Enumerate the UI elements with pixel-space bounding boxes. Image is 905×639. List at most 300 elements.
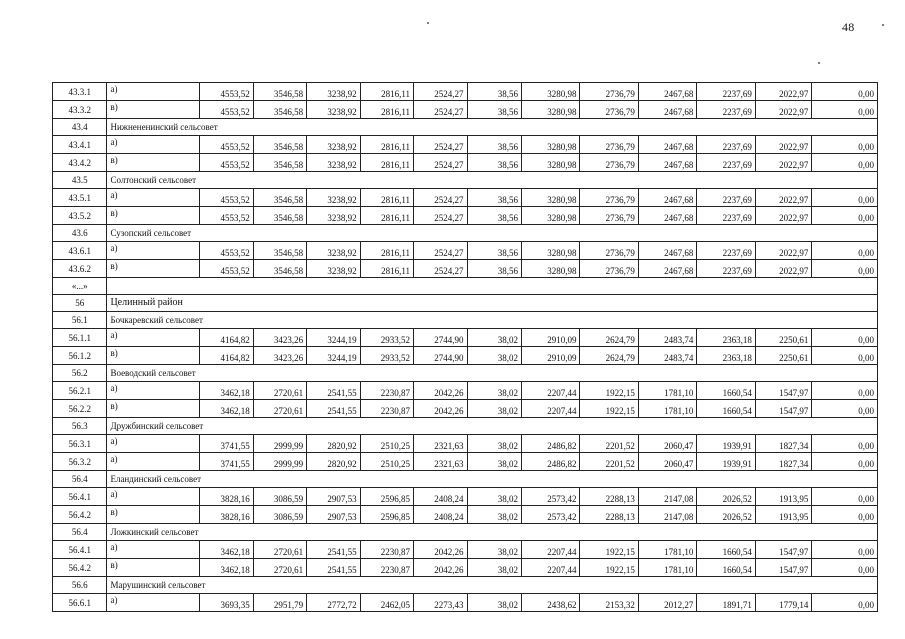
- section-name: Марушинский сельсовет: [107, 577, 878, 594]
- value-cell: 2273,43: [414, 594, 467, 612]
- value-cell: 2467,68: [638, 136, 696, 154]
- value-cell: 2816,11: [360, 136, 413, 154]
- value-cell: 3462,18: [200, 541, 253, 559]
- value-cell: 0,00: [812, 260, 878, 278]
- value-cell: 0,00: [812, 559, 878, 577]
- value-cell: 4553,52: [200, 260, 253, 278]
- value-cell: 2022,97: [755, 242, 811, 260]
- value-cell: 0,00: [812, 382, 878, 400]
- section-name: Еландинский сельсовет: [107, 471, 878, 488]
- value-cell: 2573,42: [521, 488, 579, 506]
- value-cell: 0,00: [812, 488, 878, 506]
- value-cell: 3462,18: [200, 382, 253, 400]
- value-cell: 4553,52: [200, 136, 253, 154]
- value-cell: 2736,79: [580, 189, 638, 207]
- value-cell: 3462,18: [200, 400, 253, 418]
- value-cell: 3238,92: [307, 83, 360, 101]
- row-label: в): [107, 260, 200, 278]
- district-name: Целинный район: [107, 295, 878, 312]
- value-cell: 2510,25: [360, 453, 413, 471]
- value-cell: 38,02: [467, 435, 521, 453]
- value-cell: 1660,54: [697, 559, 755, 577]
- section-row: [53, 471, 878, 488]
- value-cell: 2910,09: [521, 329, 579, 347]
- value-cell: 2816,11: [360, 207, 413, 225]
- value-cell: 0,00: [812, 347, 878, 365]
- table-row: [53, 559, 878, 577]
- value-cell: 2736,79: [580, 154, 638, 172]
- value-cell: 2524,27: [414, 260, 467, 278]
- value-cell: 1781,10: [638, 541, 696, 559]
- value-cell: 2363,18: [697, 347, 755, 365]
- value-cell: 3828,16: [200, 506, 253, 524]
- table-row: [53, 83, 878, 101]
- row-label: а): [107, 329, 200, 347]
- section-row: [53, 365, 878, 382]
- value-cell: 3423,26: [253, 347, 306, 365]
- value-cell: 2816,11: [360, 83, 413, 101]
- row-code: 56.3.1: [53, 435, 107, 453]
- value-cell: 0,00: [812, 594, 878, 612]
- value-cell: 3238,92: [307, 189, 360, 207]
- value-cell: 2153,32: [580, 594, 638, 612]
- value-cell: 3238,92: [307, 101, 360, 119]
- value-cell: 2147,08: [638, 506, 696, 524]
- row-code: 56.4: [53, 524, 107, 541]
- value-cell: 3280,98: [521, 154, 579, 172]
- value-cell: 38,02: [467, 488, 521, 506]
- value-cell: 0,00: [812, 329, 878, 347]
- value-cell: 0,00: [812, 154, 878, 172]
- value-cell: 2524,27: [414, 101, 467, 119]
- value-cell: 2486,82: [521, 435, 579, 453]
- value-cell: 1939,91: [697, 453, 755, 471]
- scan-dot: [818, 62, 820, 64]
- table-row: [53, 189, 878, 207]
- row-label: в): [107, 101, 200, 119]
- value-cell: 3238,92: [307, 154, 360, 172]
- value-cell: 1922,15: [580, 382, 638, 400]
- value-cell: 2207,44: [521, 559, 579, 577]
- value-cell: 3828,16: [200, 488, 253, 506]
- value-cell: 3280,98: [521, 189, 579, 207]
- value-cell: 3546,58: [253, 83, 306, 101]
- value-cell: 38,02: [467, 329, 521, 347]
- value-cell: 2467,68: [638, 154, 696, 172]
- value-cell: 38,02: [467, 506, 521, 524]
- value-cell: 4164,82: [200, 329, 253, 347]
- row-code: 43.6.2: [53, 260, 107, 278]
- row-code: 43.3.1: [53, 83, 107, 101]
- value-cell: 1922,15: [580, 541, 638, 559]
- value-cell: 2999,99: [253, 453, 306, 471]
- value-cell: 2483,74: [638, 347, 696, 365]
- value-cell: 2907,53: [307, 506, 360, 524]
- value-cell: 2026,52: [697, 506, 755, 524]
- value-cell: 2467,68: [638, 189, 696, 207]
- value-cell: 3086,59: [253, 506, 306, 524]
- page-number: 48: [842, 20, 855, 34]
- value-cell: 1547,97: [755, 400, 811, 418]
- value-cell: 38,56: [467, 189, 521, 207]
- value-cell: 2596,85: [360, 488, 413, 506]
- row-label: а): [107, 594, 200, 612]
- value-cell: 2467,68: [638, 101, 696, 119]
- value-cell: 2933,52: [360, 347, 413, 365]
- scan-dot: [882, 24, 884, 26]
- value-cell: 2910,09: [521, 347, 579, 365]
- value-cell: 38,02: [467, 541, 521, 559]
- section-row: [53, 312, 878, 329]
- value-cell: 3423,26: [253, 329, 306, 347]
- value-cell: 0,00: [812, 242, 878, 260]
- row-code: 43.4.2: [53, 154, 107, 172]
- value-cell: 3462,18: [200, 559, 253, 577]
- row-code: 56.2.1: [53, 382, 107, 400]
- value-cell: 2237,69: [697, 260, 755, 278]
- value-cell: 2022,97: [755, 101, 811, 119]
- rates-table-container: [52, 82, 878, 612]
- value-cell: 2720,61: [253, 400, 306, 418]
- value-cell: 2736,79: [580, 242, 638, 260]
- value-cell: 2720,61: [253, 382, 306, 400]
- value-cell: 2230,87: [360, 559, 413, 577]
- value-cell: 2524,27: [414, 242, 467, 260]
- value-cell: 0,00: [812, 435, 878, 453]
- section-name: Солтонский сельсовет: [107, 172, 878, 189]
- table-row: [53, 541, 878, 559]
- value-cell: 2541,55: [307, 382, 360, 400]
- value-cell: 2483,74: [638, 329, 696, 347]
- value-cell: 3693,35: [200, 594, 253, 612]
- row-label: а): [107, 83, 200, 101]
- section-name: Бочкаревский сельсовет: [107, 312, 878, 329]
- value-cell: 1827,34: [755, 453, 811, 471]
- value-cell: 38,02: [467, 453, 521, 471]
- value-cell: 1781,10: [638, 559, 696, 577]
- row-code: 56.2: [53, 365, 107, 382]
- row-label: а): [107, 189, 200, 207]
- value-cell: 1547,97: [755, 541, 811, 559]
- value-cell: 2624,79: [580, 347, 638, 365]
- value-cell: 1922,15: [580, 400, 638, 418]
- value-cell: 1547,97: [755, 382, 811, 400]
- value-cell: 2720,61: [253, 559, 306, 577]
- value-cell: 38,02: [467, 347, 521, 365]
- value-cell: 38,56: [467, 207, 521, 225]
- value-cell: 2541,55: [307, 541, 360, 559]
- row-label: а): [107, 453, 200, 471]
- value-cell: 4553,52: [200, 83, 253, 101]
- row-code: 43.5.1: [53, 189, 107, 207]
- value-cell: 2230,87: [360, 400, 413, 418]
- value-cell: 4553,52: [200, 189, 253, 207]
- value-cell: 2816,11: [360, 154, 413, 172]
- value-cell: 3546,58: [253, 242, 306, 260]
- value-cell: 2772,72: [307, 594, 360, 612]
- value-cell: 3280,98: [521, 207, 579, 225]
- value-cell: 2524,27: [414, 189, 467, 207]
- ellipsis-filler: [107, 278, 878, 295]
- value-cell: 2820,92: [307, 435, 360, 453]
- value-cell: 2486,82: [521, 453, 579, 471]
- value-cell: 2736,79: [580, 101, 638, 119]
- row-code: 43.5: [53, 172, 107, 189]
- value-cell: 2907,53: [307, 488, 360, 506]
- value-cell: 1781,10: [638, 400, 696, 418]
- section-row: [53, 418, 878, 435]
- value-cell: 2201,52: [580, 453, 638, 471]
- value-cell: 2237,69: [697, 136, 755, 154]
- value-cell: 3238,92: [307, 242, 360, 260]
- table-row: [53, 154, 878, 172]
- value-cell: 0,00: [812, 136, 878, 154]
- row-code: 56.4.2: [53, 559, 107, 577]
- section-name: Ложкинский сельсовет: [107, 524, 878, 541]
- value-cell: 2042,26: [414, 559, 467, 577]
- value-cell: 1913,95: [755, 488, 811, 506]
- value-cell: 38,56: [467, 83, 521, 101]
- section-name: Воеводский сельсовет: [107, 365, 878, 382]
- value-cell: 2237,69: [697, 207, 755, 225]
- table-row: [53, 488, 878, 506]
- table-body: [53, 83, 878, 612]
- value-cell: 2467,68: [638, 260, 696, 278]
- value-cell: 2022,97: [755, 136, 811, 154]
- value-cell: 2022,97: [755, 83, 811, 101]
- value-cell: 2573,42: [521, 506, 579, 524]
- value-cell: 2022,97: [755, 260, 811, 278]
- value-cell: 3546,58: [253, 189, 306, 207]
- table-row: [53, 400, 878, 418]
- value-cell: 3238,92: [307, 260, 360, 278]
- row-code: 56: [53, 295, 107, 312]
- section-row: [53, 119, 878, 136]
- value-cell: 1922,15: [580, 559, 638, 577]
- value-cell: 2288,13: [580, 488, 638, 506]
- value-cell: 3244,19: [307, 329, 360, 347]
- value-cell: 2933,52: [360, 329, 413, 347]
- value-cell: 2230,87: [360, 382, 413, 400]
- value-cell: 2237,69: [697, 101, 755, 119]
- value-cell: 2736,79: [580, 260, 638, 278]
- table-row: [53, 347, 878, 365]
- value-cell: 3546,58: [253, 260, 306, 278]
- row-label: а): [107, 435, 200, 453]
- value-cell: 2820,92: [307, 453, 360, 471]
- value-cell: 2467,68: [638, 242, 696, 260]
- row-code: 43.3.2: [53, 101, 107, 119]
- value-cell: 2288,13: [580, 506, 638, 524]
- value-cell: 38,56: [467, 101, 521, 119]
- value-cell: 3238,92: [307, 136, 360, 154]
- value-cell: 3280,98: [521, 242, 579, 260]
- value-cell: 38,56: [467, 154, 521, 172]
- value-cell: 1939,91: [697, 435, 755, 453]
- value-cell: 2060,47: [638, 453, 696, 471]
- section-row: [53, 577, 878, 594]
- value-cell: 0,00: [812, 541, 878, 559]
- value-cell: 2237,69: [697, 83, 755, 101]
- ellipsis-row: [53, 278, 878, 295]
- value-cell: 1781,10: [638, 382, 696, 400]
- value-cell: 2524,27: [414, 83, 467, 101]
- row-code: 43.6.1: [53, 242, 107, 260]
- value-cell: 3741,55: [200, 453, 253, 471]
- row-label: а): [107, 136, 200, 154]
- value-cell: 3546,58: [253, 101, 306, 119]
- value-cell: 0,00: [812, 207, 878, 225]
- value-cell: 2022,97: [755, 154, 811, 172]
- row-code: 43.6: [53, 225, 107, 242]
- section-row: [53, 172, 878, 189]
- value-cell: 2736,79: [580, 83, 638, 101]
- value-cell: 3546,58: [253, 154, 306, 172]
- value-cell: 0,00: [812, 101, 878, 119]
- value-cell: 2250,61: [755, 329, 811, 347]
- row-code: 56.1.1: [53, 329, 107, 347]
- row-label: а): [107, 242, 200, 260]
- value-cell: 3244,19: [307, 347, 360, 365]
- value-cell: 2596,85: [360, 506, 413, 524]
- value-cell: 3086,59: [253, 488, 306, 506]
- value-cell: 3741,55: [200, 435, 253, 453]
- value-cell: 2321,63: [414, 435, 467, 453]
- row-code: 56.1: [53, 312, 107, 329]
- table-row: [53, 506, 878, 524]
- value-cell: 2462,05: [360, 594, 413, 612]
- value-cell: 38,56: [467, 242, 521, 260]
- value-cell: 2467,68: [638, 83, 696, 101]
- ellipsis-marker: «...»: [53, 278, 107, 295]
- row-code: 56.4.2: [53, 506, 107, 524]
- value-cell: 2510,25: [360, 435, 413, 453]
- value-cell: 2467,68: [638, 207, 696, 225]
- value-cell: 2408,24: [414, 506, 467, 524]
- value-cell: 1891,71: [697, 594, 755, 612]
- value-cell: 2022,97: [755, 207, 811, 225]
- value-cell: 1913,95: [755, 506, 811, 524]
- value-cell: 4553,52: [200, 242, 253, 260]
- value-cell: 0,00: [812, 453, 878, 471]
- value-cell: 3280,98: [521, 260, 579, 278]
- row-label: а): [107, 541, 200, 559]
- table-row: [53, 101, 878, 119]
- value-cell: 2951,79: [253, 594, 306, 612]
- value-cell: 0,00: [812, 506, 878, 524]
- row-code: 56.4: [53, 471, 107, 488]
- row-code: 56.4.1: [53, 488, 107, 506]
- value-cell: 38,02: [467, 559, 521, 577]
- value-cell: 4164,82: [200, 347, 253, 365]
- section-name: Сузопский сельсовет: [107, 225, 878, 242]
- value-cell: 2237,69: [697, 242, 755, 260]
- value-cell: 3280,98: [521, 83, 579, 101]
- value-cell: 3546,58: [253, 136, 306, 154]
- value-cell: 2624,79: [580, 329, 638, 347]
- value-cell: 2541,55: [307, 400, 360, 418]
- value-cell: 0,00: [812, 189, 878, 207]
- row-code: 56.1.2: [53, 347, 107, 365]
- value-cell: 2816,11: [360, 260, 413, 278]
- value-cell: 2230,87: [360, 541, 413, 559]
- value-cell: 2408,24: [414, 488, 467, 506]
- row-code: 56.2.2: [53, 400, 107, 418]
- value-cell: 2207,44: [521, 382, 579, 400]
- value-cell: 2060,47: [638, 435, 696, 453]
- value-cell: 38,02: [467, 594, 521, 612]
- value-cell: 1660,54: [697, 541, 755, 559]
- value-cell: 2999,99: [253, 435, 306, 453]
- row-label: а): [107, 488, 200, 506]
- section-name: Нижнененинский сельсовет: [107, 119, 878, 136]
- row-label: в): [107, 506, 200, 524]
- value-cell: 1660,54: [697, 400, 755, 418]
- value-cell: 2816,11: [360, 101, 413, 119]
- table-row: [53, 594, 878, 612]
- value-cell: 2541,55: [307, 559, 360, 577]
- section-row: [53, 524, 878, 541]
- row-code: 56.3: [53, 418, 107, 435]
- value-cell: 2147,08: [638, 488, 696, 506]
- value-cell: 0,00: [812, 83, 878, 101]
- value-cell: 38,56: [467, 260, 521, 278]
- value-cell: 1827,34: [755, 435, 811, 453]
- row-label: в): [107, 347, 200, 365]
- value-cell: 2026,52: [697, 488, 755, 506]
- value-cell: 1779,14: [755, 594, 811, 612]
- value-cell: 38,02: [467, 382, 521, 400]
- row-code: 43.4: [53, 119, 107, 136]
- value-cell: 2438,62: [521, 594, 579, 612]
- value-cell: 2022,97: [755, 189, 811, 207]
- value-cell: 3280,98: [521, 136, 579, 154]
- value-cell: 2736,79: [580, 136, 638, 154]
- section-name: Дружбинский сельсовет: [107, 418, 878, 435]
- row-label: а): [107, 382, 200, 400]
- table-row: [53, 329, 878, 347]
- value-cell: 2524,27: [414, 154, 467, 172]
- value-cell: 4553,52: [200, 207, 253, 225]
- table-row: [53, 382, 878, 400]
- value-cell: 2012,27: [638, 594, 696, 612]
- value-cell: 1547,97: [755, 559, 811, 577]
- value-cell: 4553,52: [200, 154, 253, 172]
- row-label: в): [107, 559, 200, 577]
- row-code: 56.4.1: [53, 541, 107, 559]
- value-cell: 0,00: [812, 400, 878, 418]
- table-row: [53, 242, 878, 260]
- section-row: [53, 225, 878, 242]
- row-code: 43.5.2: [53, 207, 107, 225]
- scan-dot: [427, 22, 429, 24]
- value-cell: 2744,90: [414, 329, 467, 347]
- value-cell: 2321,63: [414, 453, 467, 471]
- row-code: 56.6: [53, 577, 107, 594]
- value-cell: 2720,61: [253, 541, 306, 559]
- value-cell: 2744,90: [414, 347, 467, 365]
- value-cell: 38,02: [467, 400, 521, 418]
- row-code: 43.4.1: [53, 136, 107, 154]
- table-row: [53, 453, 878, 471]
- value-cell: 2363,18: [697, 329, 755, 347]
- table-row: [53, 136, 878, 154]
- value-cell: 38,56: [467, 136, 521, 154]
- value-cell: 2250,61: [755, 347, 811, 365]
- value-cell: 2042,26: [414, 541, 467, 559]
- value-cell: 2207,44: [521, 541, 579, 559]
- value-cell: 1660,54: [697, 382, 755, 400]
